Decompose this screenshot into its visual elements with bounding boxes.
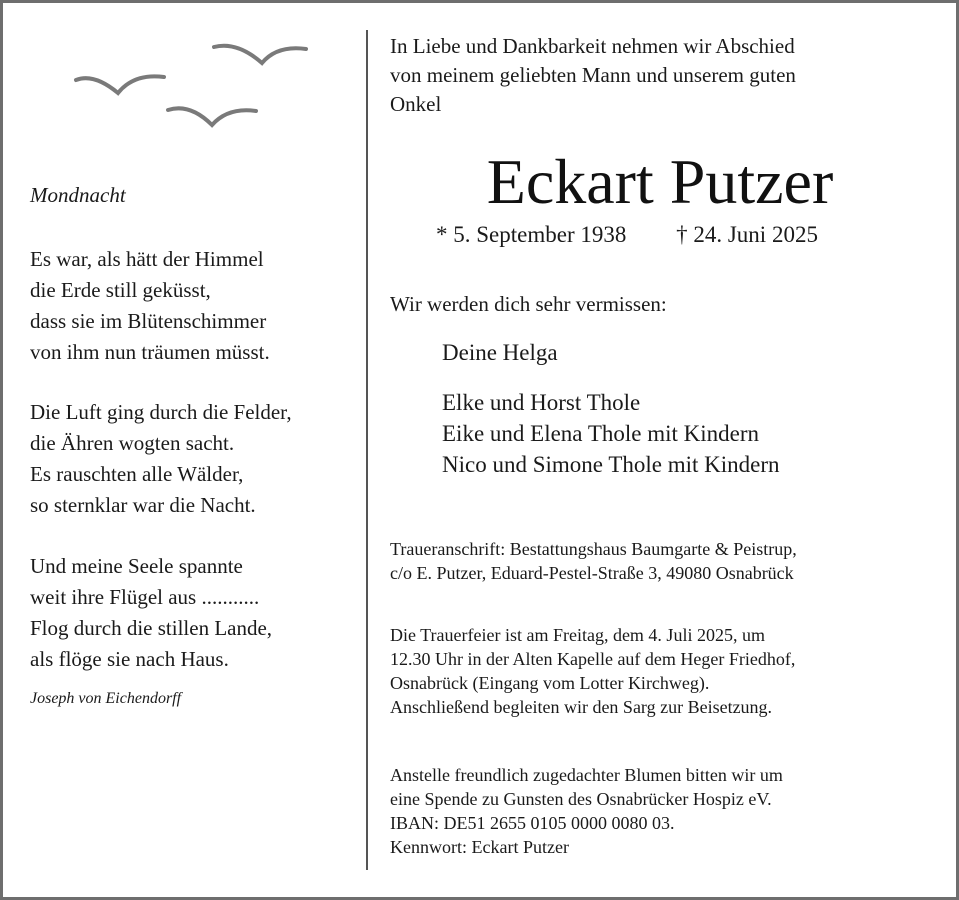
spouse-signature xyxy=(442,337,558,368)
poem-stanza xyxy=(30,244,270,368)
intro-line: von meinem geliebten Mann und unserem guten xyxy=(390,63,796,87)
poem-line: Es war, als hätt der Himmel xyxy=(30,247,264,271)
poem-line: als flöge sie nach Haus. xyxy=(30,647,229,671)
address-line: Traueranschrift: Bestattungshaus Baumgarte & Peistrup, xyxy=(390,539,797,559)
poem-line: Die Luft ging durch die Felder, xyxy=(30,400,292,424)
donation-info xyxy=(390,763,783,859)
poem-line: Flog durch die stillen Lande, xyxy=(30,616,273,640)
death-date: † 24. Juni 2025 xyxy=(676,222,818,247)
bird-icon xyxy=(168,108,256,125)
poem-stanza xyxy=(30,551,272,675)
poem-author: Joseph von Eichendorff xyxy=(30,690,182,707)
farewell-line: Wir werden dich sehr vermissen: xyxy=(390,292,667,316)
poem-line: die Ähren wogten sacht. xyxy=(30,431,235,455)
mourning-address xyxy=(390,537,797,585)
life-dates xyxy=(436,222,818,248)
family-signatures xyxy=(442,387,780,480)
donation-line: Anstelle freundlich zugedachter Blumen bitten wir um xyxy=(390,765,783,785)
poem-line: dass sie im Blütenschimmer xyxy=(30,309,267,333)
poem-title: Mondnacht xyxy=(30,183,126,207)
ceremony-line: 12.30 Uhr in der Alten Kapelle auf dem Heger Friedhof, xyxy=(390,649,796,669)
poem-line: die Erde still geküsst, xyxy=(30,278,211,302)
signature-line: Eike und Elena Thole mit Kindern xyxy=(442,421,760,446)
signature-line: Elke und Horst Thole xyxy=(442,390,641,415)
bird-icon xyxy=(214,46,306,63)
ceremony-line: Die Trauerfeier ist am Freitag, dem 4. Juli 2025, um xyxy=(390,625,765,645)
poem-line: Es rauschten alle Wälder, xyxy=(30,462,244,486)
ceremony-line: Anschließend begleiten wir den Sarg zur Beisetzung. xyxy=(390,697,773,717)
address-line: c/o E. Putzer, Eduard-Pestel-Straße 3, 49080 Osnabrück xyxy=(390,563,794,583)
intro-line: In Liebe und Dankbarkeit nehmen wir Abschied xyxy=(390,34,795,58)
keyword-line: Kennwort: Eckart Putzer xyxy=(390,837,569,857)
poem-line: so sternklar war die Nacht. xyxy=(30,493,256,517)
signature-line: Nico und Simone Thole mit Kindern xyxy=(442,452,780,477)
poem-line: weit ihre Flügel aus ........... xyxy=(30,585,260,609)
ceremony-info xyxy=(390,623,795,719)
poem-line: von ihm nun träumen müsst. xyxy=(30,340,270,364)
donation-line: eine Spende zu Gunsten des Osnabrücker Hospiz eV. xyxy=(390,789,772,809)
birds-illustration xyxy=(72,35,322,135)
deceased-name: Eckart Putzer xyxy=(486,146,834,217)
poem-stanza xyxy=(30,397,292,521)
iban-line: IBAN: DE51 2655 0105 0000 0080 03. xyxy=(390,813,675,833)
intro-line: Onkel xyxy=(390,92,442,116)
poem-line: Und meine Seele spannte xyxy=(30,554,243,578)
ceremony-line: Osnabrück (Eingang vom Lotter Kirchweg). xyxy=(390,673,710,693)
intro-text xyxy=(390,32,796,119)
column-divider xyxy=(366,30,368,870)
bird-icon xyxy=(76,76,164,93)
signature-line: Deine Helga xyxy=(442,340,558,365)
birth-date: * 5. September 1938 xyxy=(436,222,627,247)
